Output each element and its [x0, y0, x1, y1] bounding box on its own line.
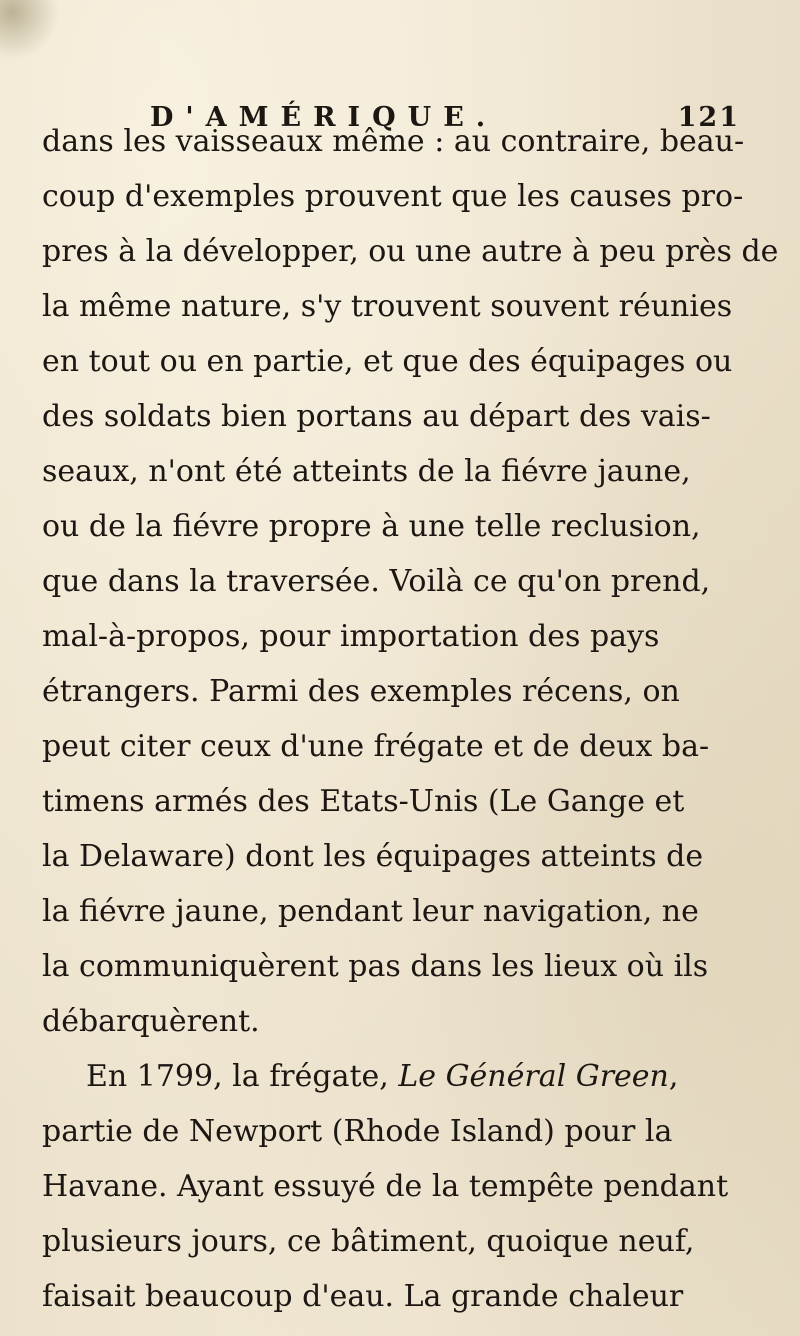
text-span: , — [668, 1059, 679, 1094]
text-line: dans les vaisseaux même : au contraire, beau- — [42, 124, 745, 159]
text-line: peut citer ceux d'une frégate et de deux ba- — [42, 729, 710, 764]
text-line: faisait beaucoup d'eau. La grande chaleur — [42, 1279, 684, 1314]
text-line: seaux, n'ont été atteints de la fiévre jaune, — [42, 454, 691, 489]
text-line: la Delaware) dont les équipages atteints de — [42, 839, 704, 874]
text-line: Havane. Ayant essuyé de la tempête pendant — [42, 1169, 729, 1204]
text-span: En 1799, la frégate, — [86, 1059, 399, 1094]
text-line: coup d'exemples prouvent que les causes pro- — [42, 179, 744, 214]
corner-stain — [0, 0, 60, 60]
text-line: des soldats bien portans au départ des vais- — [42, 399, 711, 434]
text-line: plusieurs jours, ce bâtiment, quoique neuf, — [42, 1224, 695, 1259]
text-line: étrangers. Parmi des exemples récens, on — [42, 674, 680, 709]
text-line: que dans la traversée. Voilà ce qu'on prend, — [42, 564, 711, 599]
running-title: D'AMÉRIQUE. — [150, 102, 498, 133]
text-line: partie de Newport (Rhode Island) pour la — [42, 1114, 673, 1149]
text-line: mal-à-propos, pour importation des pays — [42, 619, 660, 654]
text-line: timens armés des Etats-Unis (Le Gange et — [42, 784, 685, 819]
ship-name: Le Général Green — [398, 1059, 669, 1094]
page-number: 121 — [677, 102, 740, 133]
text-line: ou de la fiévre propre à une telle reclusion, — [42, 509, 701, 544]
text-line: la fiévre jaune, pendant leur navigation, ne — [42, 894, 699, 929]
text-line: la communiquèrent pas dans les lieux où ils — [42, 949, 709, 984]
text-line: en tout ou en partie, et que des équipages ou — [42, 344, 733, 379]
paragraph-2-first-line — [86, 1057, 678, 1097]
text-line: la même nature, s'y trouvent souvent réunies — [42, 289, 733, 324]
text-line: débarquèrent. — [42, 1004, 260, 1039]
text-line: pres à la développer, ou une autre à peu près de — [42, 234, 779, 269]
